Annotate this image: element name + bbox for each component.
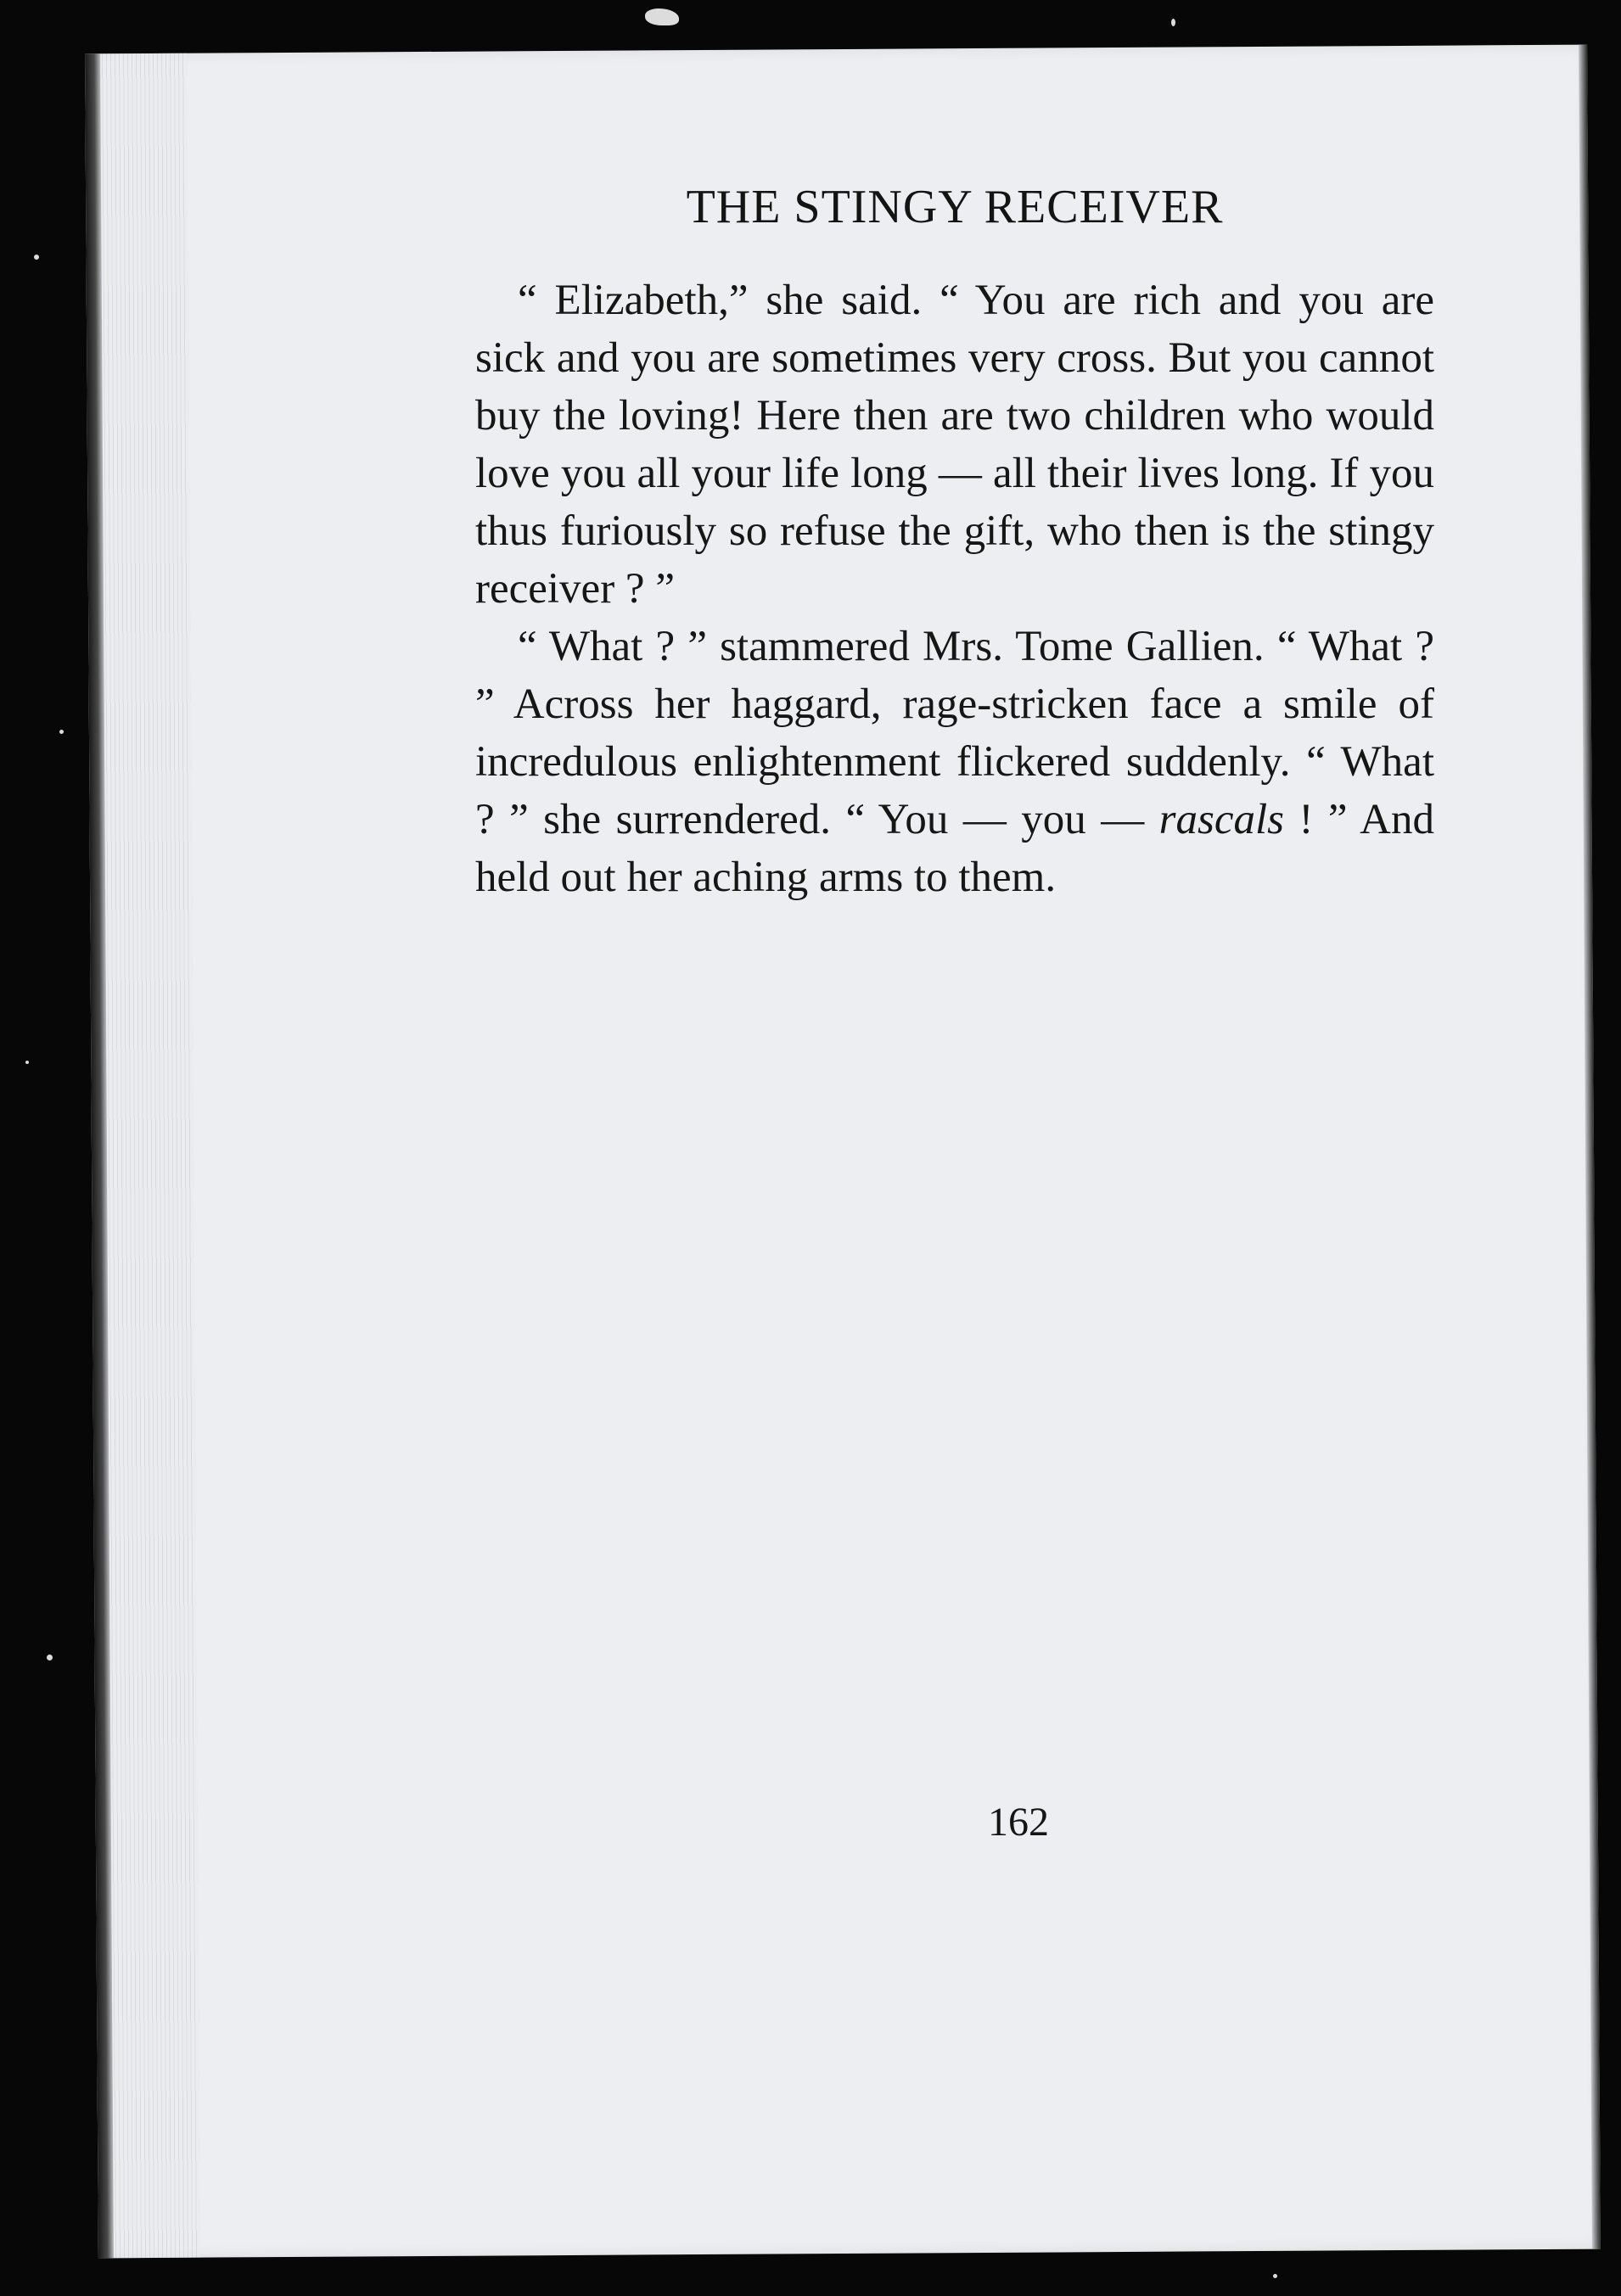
paragraph-2-italic: rascals	[1158, 796, 1285, 843]
dust-speck	[645, 8, 679, 25]
dust-speck	[25, 1061, 29, 1064]
dust-speck	[59, 730, 64, 734]
dust-speck	[1273, 2274, 1277, 2278]
paragraph-1-text: “ Elizabeth,” she said. “ You are rich and you are sick and you are sometimes very cross. But you cannot buy the loving! Here then are two children who would love you all your life long — all their lives long. If you thus furiously so refuse the gift, who then is the stingy receiver ? ”	[475, 277, 1434, 613]
paragraph-2	[475, 618, 1434, 906]
paragraph-2-text-after: ! ” And held out her aching arms to them.	[475, 796, 1434, 901]
dust-speck	[47, 1655, 53, 1660]
paragraph-1	[475, 272, 1434, 618]
dust-speck	[1171, 19, 1175, 26]
paragraph-2-text-before: “ What ? ” stammered Mrs. Tome Gallien. “ What ? ” Across her haggard, rage-stricken face a smile of incredulous enlightenment flickered suddenly. “ What ? ” she surrendered. “ You — you —	[475, 623, 1434, 843]
running-head: THE STINGY RECEIVER	[686, 181, 1224, 233]
body-text	[475, 272, 1434, 906]
page-number: 162	[988, 1800, 1049, 1845]
dust-speck	[34, 255, 39, 260]
